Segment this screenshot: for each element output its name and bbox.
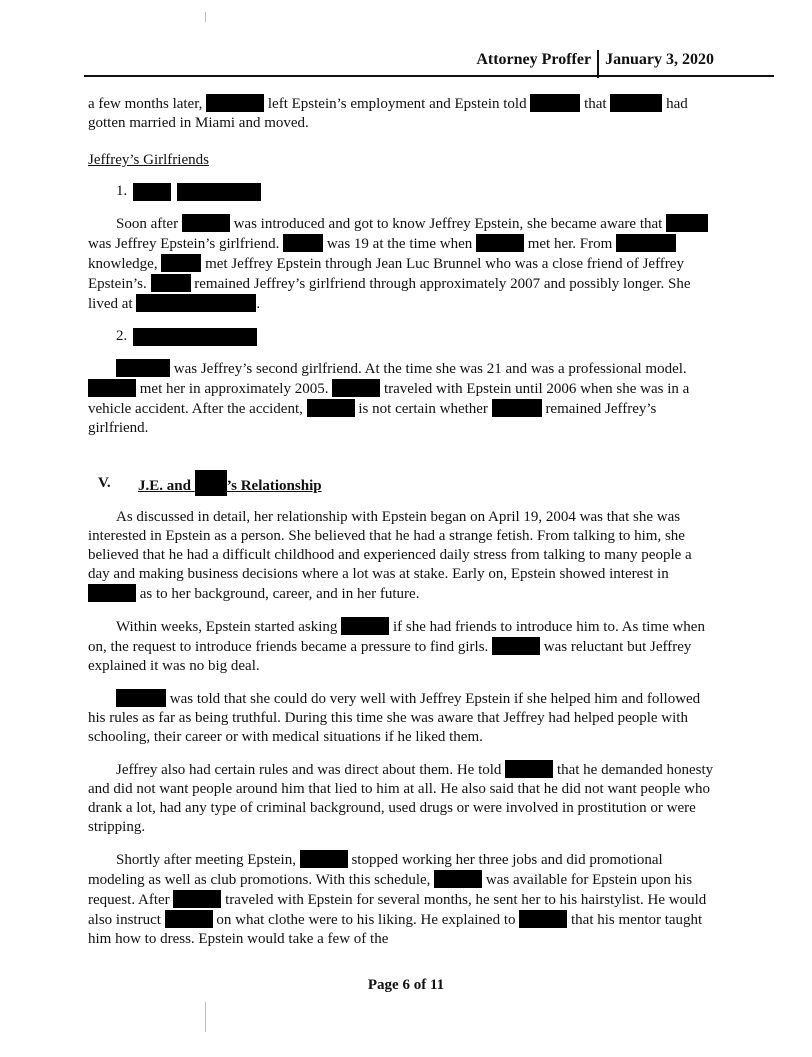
redaction-block	[88, 584, 136, 602]
redaction-block	[177, 183, 261, 201]
redaction-block	[182, 214, 230, 232]
redaction-block	[519, 910, 567, 928]
text-run: left Epstein’s employment and Epstein told	[264, 96, 531, 112]
section-number: V.	[98, 474, 111, 491]
text-run: knowledge,	[88, 256, 162, 272]
text-run: met her. From	[523, 236, 617, 252]
text-run: was Jeffrey’s second girlfriend. At the time she was 21 and was a professional model.	[170, 361, 687, 377]
redaction-block	[283, 234, 323, 252]
redaction-block	[492, 399, 542, 417]
list-number: 2.	[116, 328, 128, 344]
redaction-block	[616, 234, 676, 252]
header-rule	[84, 75, 774, 77]
text-run: remained Jeffrey’s girlfriend through approximately 2007 and possibly longer. She lived at	[88, 276, 691, 312]
text-run: if she had friends to introduce him to. As time when on, the request to introduce friends became a pressure to find girls.	[88, 619, 705, 655]
page-header	[476, 46, 714, 74]
redaction-block	[610, 94, 662, 112]
redaction-block	[307, 399, 355, 417]
redaction-block	[165, 910, 213, 928]
paragraph-0	[88, 94, 714, 133]
redaction-block	[492, 637, 540, 655]
redaction-block	[151, 274, 191, 292]
text-run: that	[580, 96, 611, 112]
redaction-block	[434, 870, 482, 888]
paragraph-1	[88, 214, 714, 314]
paragraph-4	[88, 617, 714, 676]
text-run: was introduced and got to know Jeffrey Epstein, she became aware that	[229, 216, 667, 232]
header-doc-type: Attorney Proffer	[476, 51, 592, 68]
scan-speck	[205, 1002, 206, 1032]
text-run: that his mentor taught him how to dress. Epstein would take a few of the	[88, 912, 703, 947]
text-run: traveled with Epstein for several months, he sent her to his hairstylist. He would also instruct	[88, 892, 707, 928]
text-run: was Jeffrey Epstein’s girlfriend.	[88, 236, 284, 252]
text-run: met her in approximately 2005.	[136, 381, 333, 397]
text-run: was reluctant but Jeffrey explained it was no big deal.	[88, 639, 692, 674]
text-run: stopped working her three jobs and did promotional modeling as well as club promotions. With this schedule,	[88, 852, 663, 888]
text-run: Jeffrey also had certain rules and was direct about them. He told	[116, 762, 506, 778]
text-run: as to her background, career, and in her future.	[136, 586, 420, 602]
list-number: 1.	[116, 183, 128, 199]
text-run: Shortly after meeting Epstein,	[116, 852, 300, 868]
header-separator	[597, 50, 599, 78]
paragraph-2	[88, 359, 714, 438]
redaction-block	[116, 359, 170, 377]
text-run: was available for Epstein upon his request. After	[88, 872, 693, 908]
paragraph-5	[88, 689, 714, 747]
text-run: remained Jeffrey’s girlfriend.	[88, 401, 657, 436]
page-footer: Page 6 of 11	[367, 977, 445, 993]
list-item-2	[116, 327, 714, 346]
redaction-block	[341, 617, 389, 635]
redaction-block	[161, 254, 201, 272]
redaction-block	[133, 328, 257, 346]
document-body	[88, 94, 714, 962]
redaction-block	[300, 850, 348, 868]
text-run: is not certain whether	[354, 401, 492, 417]
redaction-block	[136, 294, 256, 312]
text-run: As discussed in detail, her relationship with Epstein began on April 19, 2004 was that she was interested in Epstein as a person. She believed that he had a strange fetish. From talking to him, she believed that he had a difficult childhood and experienced daily stress from talking to many people a day and making business decisions where a lot was at stake. Early on, Epstein showed interest in	[88, 509, 692, 582]
redaction-block	[116, 689, 166, 707]
text-run: Within weeks, Epstein started asking	[116, 619, 342, 635]
text-run: met Jeffrey Epstein through Jean Luc Brunnel who was a close friend of Jeffrey Epstein’s.	[88, 256, 684, 292]
redaction-block	[530, 94, 580, 112]
section-title	[138, 470, 322, 496]
list-item-1	[116, 182, 714, 201]
text-run: .	[256, 296, 261, 312]
text-run: J.E. and	[138, 478, 195, 494]
section-heading	[98, 470, 714, 496]
text-run: was 19 at the time when	[323, 236, 476, 252]
header-date: January 3, 2020	[605, 51, 714, 68]
paragraph-3	[88, 508, 714, 604]
redaction-block	[666, 214, 708, 232]
text-run: was told that she could do very well with Jeffrey Epstein if she helped him and followed his rules as far as being truthful. During this time she was aware that Jeffrey had helped people with schooling, their career or with medical situations if he liked them.	[88, 691, 701, 745]
text-run: ’s Relationship	[226, 478, 322, 494]
redaction-block	[133, 183, 171, 201]
text-run: that he demanded honesty and did not want people around him that lied to him at all. He also said that he did not want people who drank a lot, had any type of criminal background, used drugs or were involved in prostitution or were stripping.	[88, 762, 714, 835]
redaction-block	[476, 234, 524, 252]
text-run: traveled with Epstein until 2006 when she was in a vehicle accident. After the accident,	[88, 381, 690, 417]
redaction-block	[88, 379, 136, 397]
text-run: Soon after	[116, 216, 182, 232]
paragraph-7	[88, 850, 714, 949]
subheading-girlfriends: Jeffrey’s Girlfriends	[88, 152, 209, 168]
redaction-block	[206, 94, 264, 112]
text-run: had gotten married in Miami and moved.	[88, 96, 688, 131]
redaction-block	[195, 470, 227, 496]
paragraph-6	[88, 760, 714, 837]
redaction-block	[505, 760, 553, 778]
text-run: a few months later,	[88, 96, 207, 112]
text-run: on what clothe were to his liking. He explained to	[212, 912, 520, 928]
redaction-block	[332, 379, 380, 397]
redaction-block	[173, 890, 221, 908]
scan-speck	[205, 12, 206, 22]
